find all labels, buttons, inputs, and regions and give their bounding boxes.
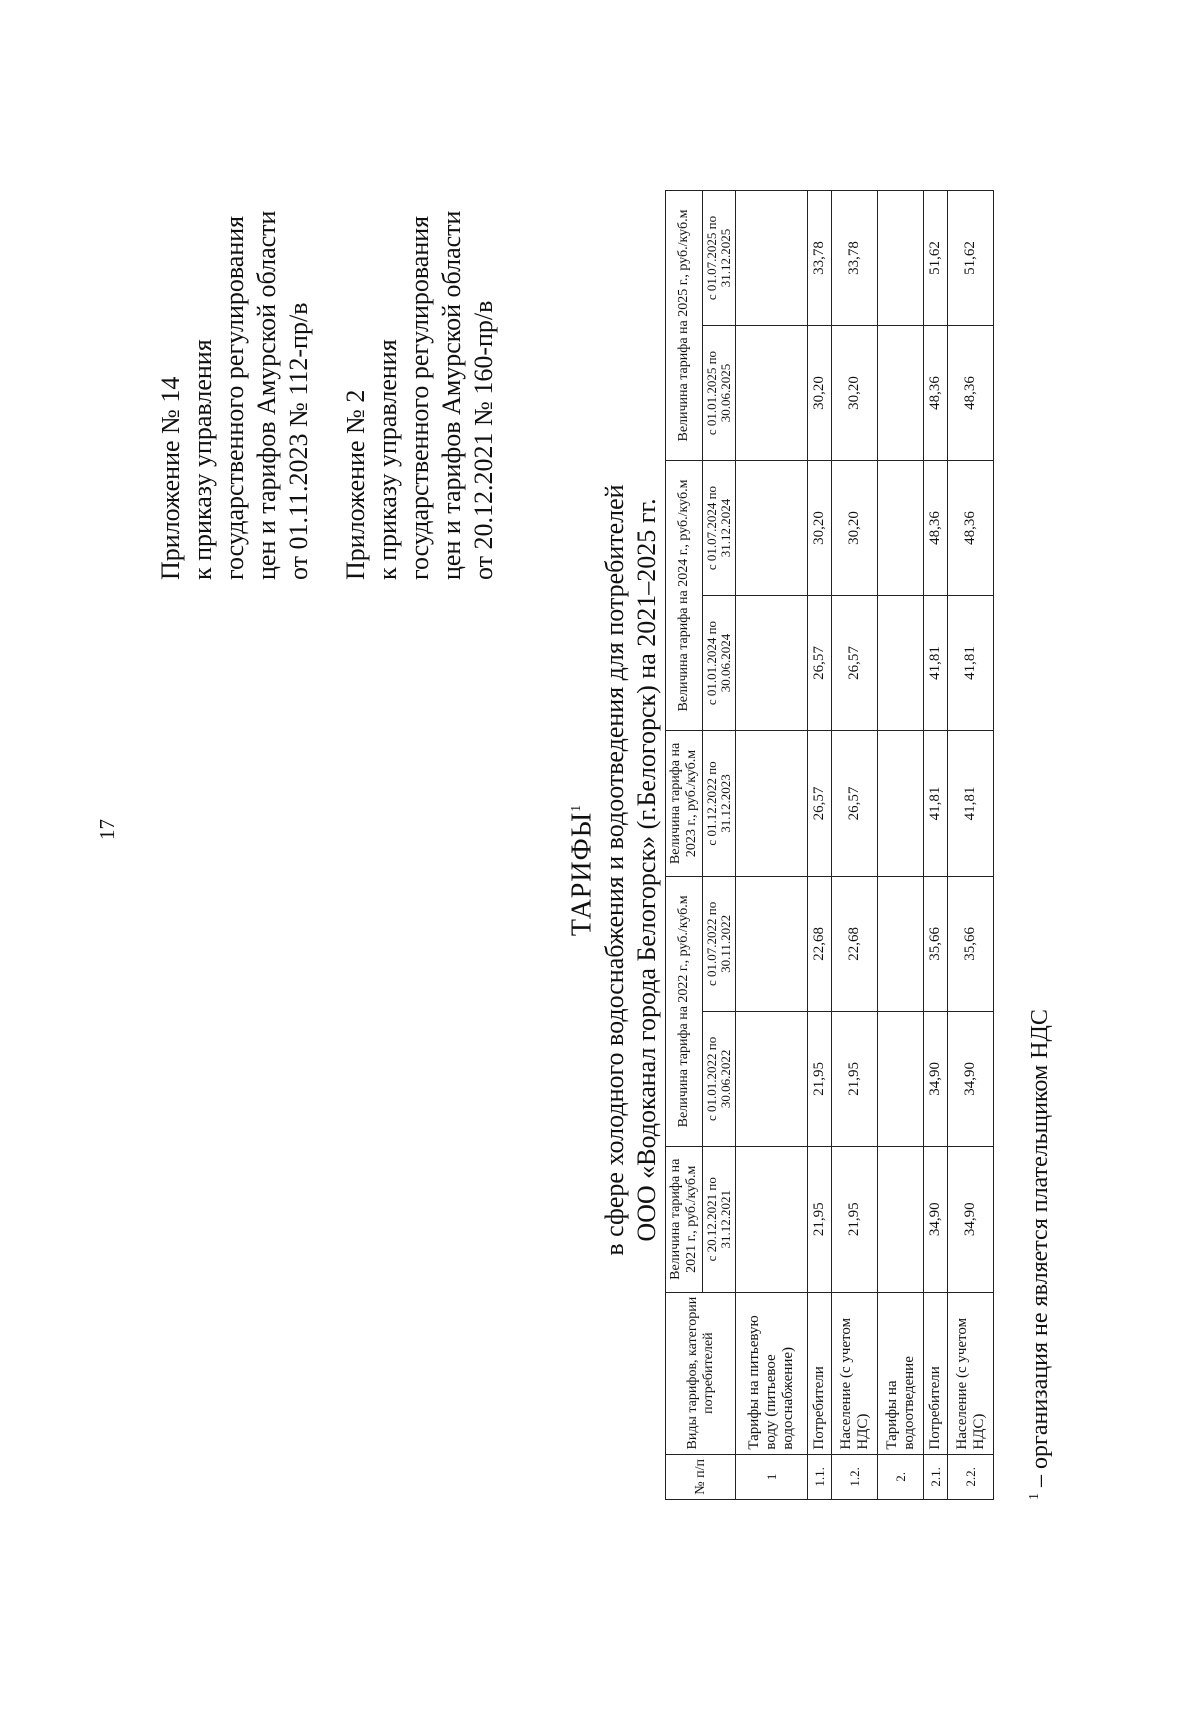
row-name: Тарифы на питьевую воду (питьевое водоснабжение) [736,1292,808,1454]
appendix-1-line: Приложение № 14 [156,376,185,580]
row-number: 2.1. [924,1454,948,1499]
tariff-value: 34,90 [948,1146,994,1292]
tariff-value: 21,95 [808,1146,832,1292]
period-header: с 01.01.2025 по 30.06.2025 [703,326,736,461]
title-main [560,130,599,1610]
title-footnote-mark: 1 [569,803,584,812]
tariff-value: 51,62 [924,191,948,326]
tariff-value [878,731,924,877]
title-line-3: ООО «Водоканал города Белогорск» (г.Белогорск) на 2021–2025 гг. [632,498,662,1242]
tariff-value: 35,66 [924,876,948,1011]
footnote-mark: 1 [1027,1493,1042,1500]
header-no: № п/п [666,1454,736,1499]
tariff-value: 51,62 [948,191,994,326]
tariff-value [736,1011,808,1146]
row-name: Население (с учетом НДС) [948,1292,994,1454]
appendix-2-line: Приложение № 2 [341,389,370,580]
tariff-value [736,876,808,1011]
tariff-value [878,1011,924,1146]
footnote-text: – организация не является плательщиком НДС [1027,1009,1053,1493]
page-number: 17 [95,819,119,840]
appendix-2-line: цен и тарифов Амурской области [437,210,466,580]
tariff-value: 22,68 [808,876,832,1011]
tariff-value: 21,95 [832,1011,878,1146]
appendix-2-line: государственного регулирования [405,215,434,580]
tariff-value: 34,90 [924,1011,948,1146]
tariff-value [736,731,808,877]
title-line-2: в сфере холодного водоснабжения и водоотведения для потребителей [600,484,630,1256]
table-row [878,191,924,1500]
tariff-value [878,596,924,731]
period-header: с 01.07.2024 по 31.12.2024 [703,461,736,596]
header-2023: Величина тарифа на 2023 г., руб./куб.м [666,731,703,877]
period-header: с 20.12.2021 по 31.12.2021 [703,1146,736,1292]
tariff-value [878,461,924,596]
tariff-value [878,191,924,326]
tariff-value: 34,90 [948,1011,994,1146]
tariff-value [736,461,808,596]
table-row [948,191,994,1500]
tariff-value [878,876,924,1011]
tariff-value: 26,57 [832,596,878,731]
table-row [924,191,948,1500]
row-number: 1 [736,1454,808,1499]
tariff-value: 30,20 [808,326,832,461]
header-2022: Величина тарифа на 2022 г., руб./куб.м [666,876,703,1146]
tariff-value: 41,81 [948,731,994,877]
tariff-value [736,596,808,731]
footnote [1027,1009,1054,1500]
tariff-value: 21,95 [832,1146,878,1292]
table-row [808,191,832,1500]
appendix-1-line: к приказу управления [188,339,217,580]
row-number: 1.2. [832,1454,878,1499]
period-header: с 01.07.2025 по 31.12.2025 [703,191,736,326]
row-number: 2.2. [948,1454,994,1499]
tariff-value [736,1146,808,1292]
tariff-value: 26,57 [832,731,878,877]
title-main-text: ТАРИФЫ [566,811,598,937]
tariff-value: 26,57 [808,596,832,731]
row-number: 1.1. [808,1454,832,1499]
period-header: с 01.12.2022 по 31.12.2023 [703,731,736,877]
appendix-block-1 [155,211,315,580]
row-name: Тарифы на водоотведение [878,1292,924,1454]
tariff-value: 33,78 [808,191,832,326]
row-name: Потребители [808,1292,832,1454]
tariff-value: 41,81 [924,596,948,731]
tariff-value: 35,66 [948,876,994,1011]
tariff-value: 41,81 [924,731,948,877]
table-row [736,191,808,1500]
row-name: Потребители [924,1292,948,1454]
appendix-2-line: от 20.12.2021 № 160-пр/в [469,300,498,580]
tariff-value [878,1146,924,1292]
appendix-1-line: от 01.11.2023 № 112-пр/в [284,302,313,580]
header-2024: Величина тарифа на 2024 г., руб./куб.м [666,461,703,731]
tariff-value: 48,36 [924,461,948,596]
tariff-value [878,326,924,461]
appendix-1-line: цен и тарифов Амурской области [252,210,281,580]
tariff-value: 30,20 [832,461,878,596]
row-name: Население (с учетом НДС) [832,1292,878,1454]
appendix-block-2 [340,211,500,580]
period-header: с 01.07.2022 по 30.11.2022 [703,876,736,1011]
tariff-value: 48,36 [948,326,994,461]
header-2021: Величина тарифа на 2021 г., руб./куб.м [666,1146,703,1292]
tariff-value: 34,90 [924,1146,948,1292]
period-header: с 01.01.2022 по 30.06.2022 [703,1011,736,1146]
tariff-value: 30,20 [808,461,832,596]
tariff-value [736,326,808,461]
tariff-value: 21,95 [808,1011,832,1146]
header-2025: Величина тарифа на 2025 г., руб./куб.м [666,191,703,461]
document-title [560,130,663,1610]
tariff-value: 41,81 [948,596,994,731]
appendix-2-line: к приказу управления [373,339,402,580]
row-number: 2. [878,1454,924,1499]
tariff-value: 26,57 [808,731,832,877]
tariff-value: 33,78 [832,191,878,326]
period-header: с 01.01.2024 по 30.06.2024 [703,596,736,731]
header-kind: Виды тарифов, категории потребителей [666,1292,736,1454]
tariff-table [665,190,994,1500]
tariff-value: 48,36 [948,461,994,596]
tariff-value: 48,36 [924,326,948,461]
table-row [832,191,878,1500]
tariff-value: 30,20 [832,326,878,461]
table-header-row [666,191,703,1500]
tariff-value: 22,68 [832,876,878,1011]
tariff-value [736,191,808,326]
rotated-document-sheet [15,130,1125,1610]
appendix-1-line: государственного регулирования [220,215,249,580]
